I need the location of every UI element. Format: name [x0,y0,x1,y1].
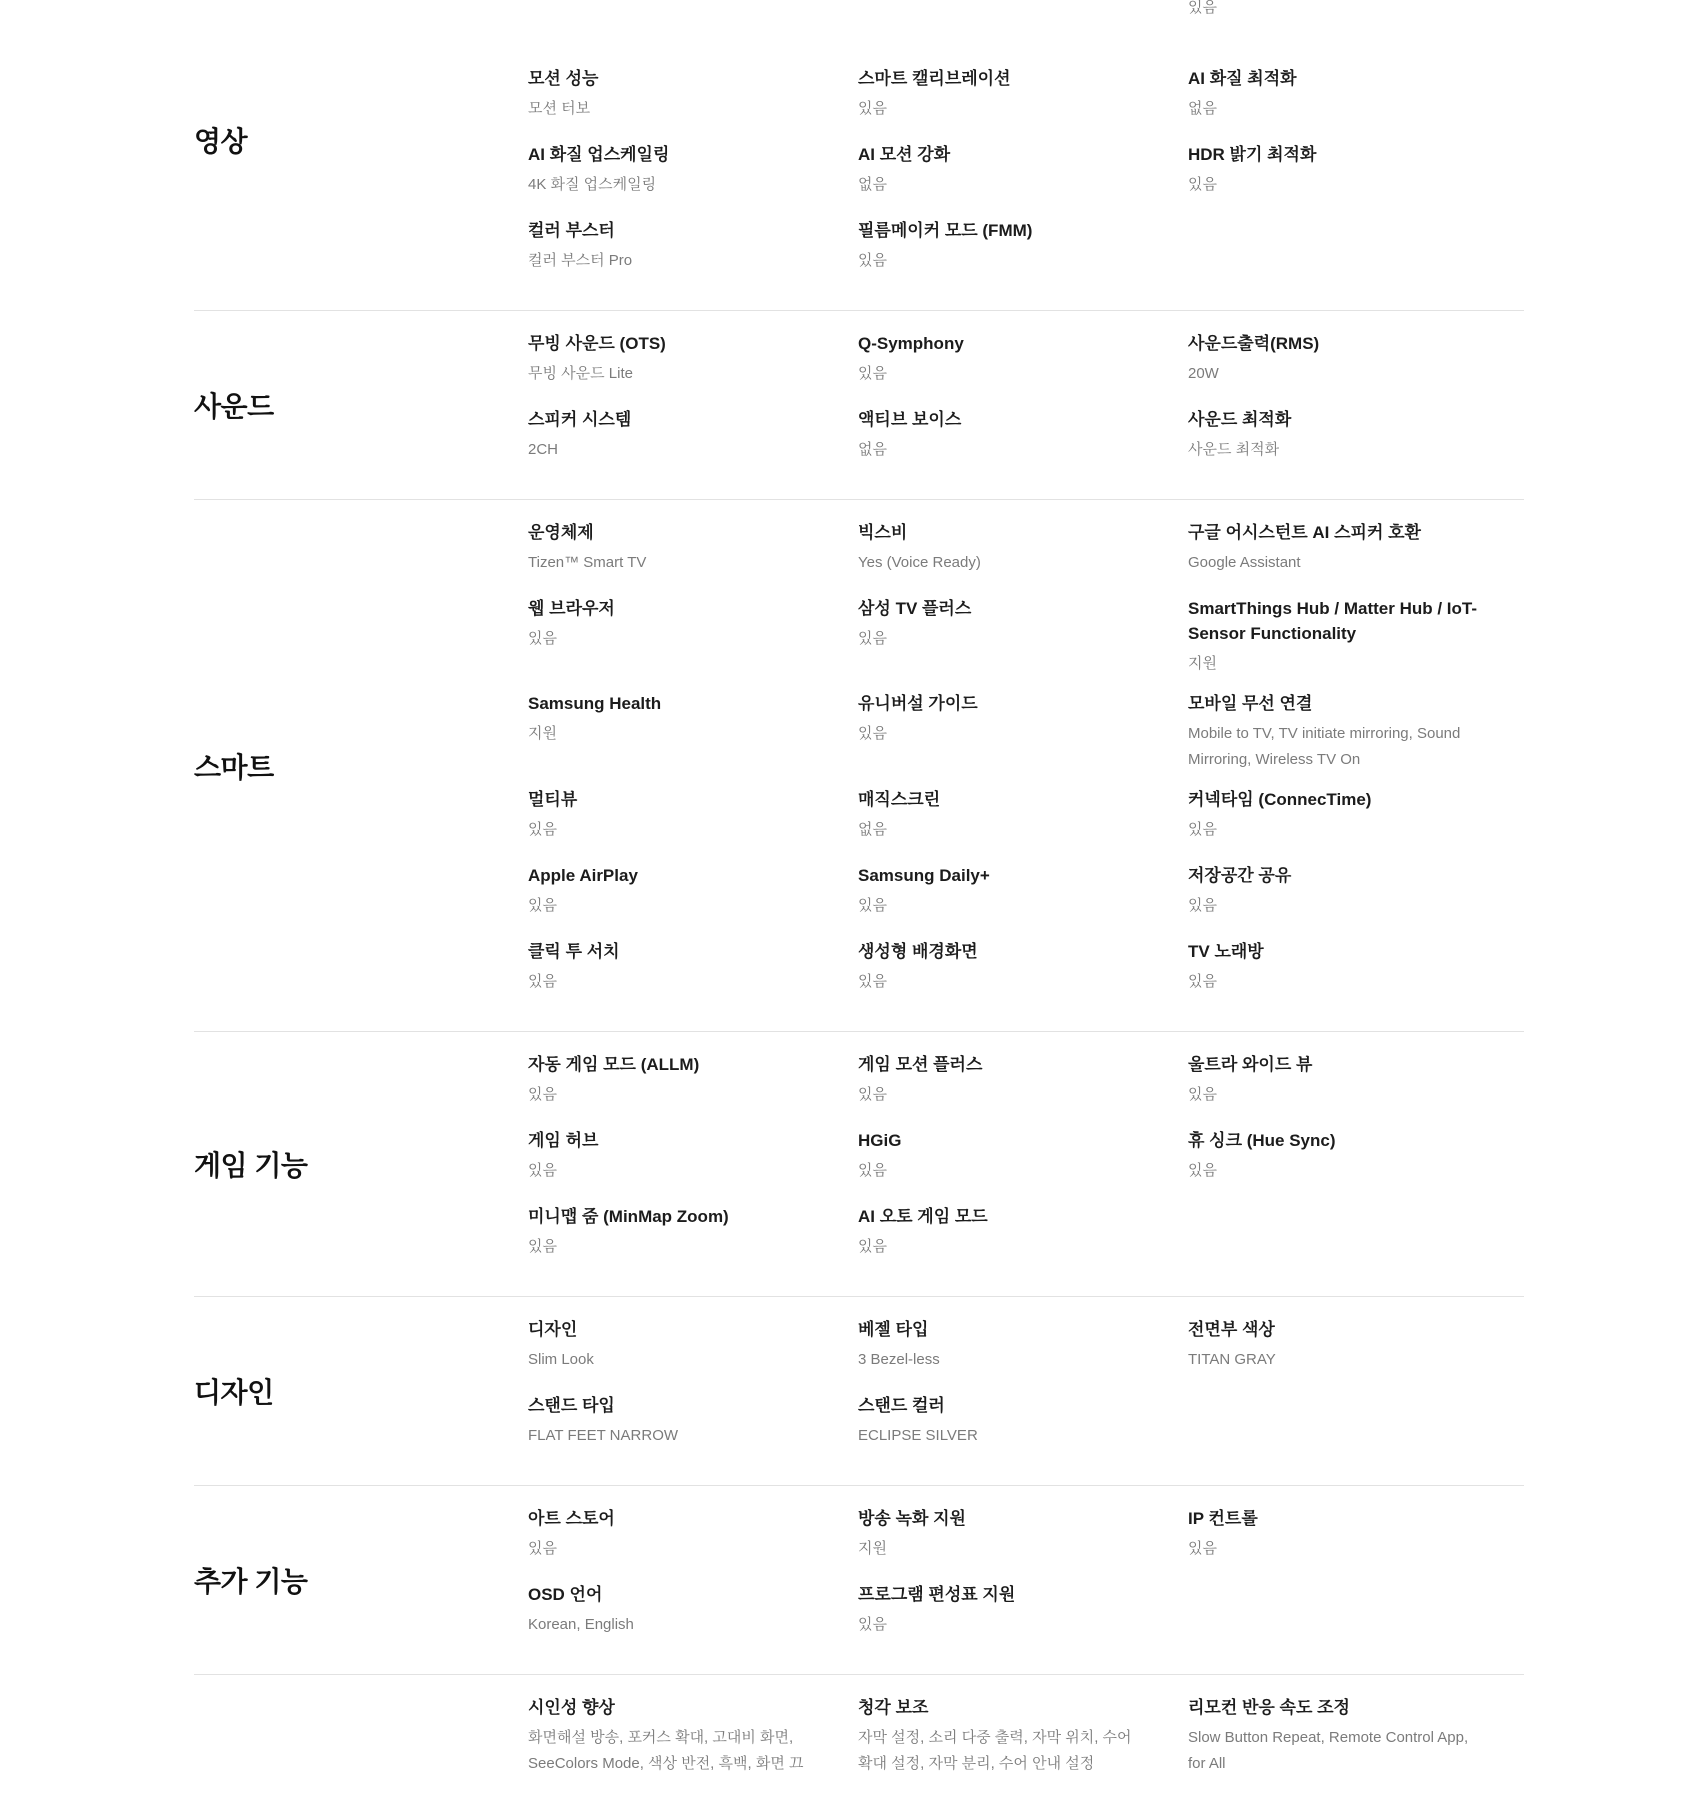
spec-value: 있음 [1188,0,1217,16]
spec-value: 있음 [528,1086,557,1103]
spec-label: 청각 보조 [858,1698,929,1717]
spec-value: 컬러 부스터 Pro [528,252,633,269]
spec-items-grid [528,1693,1524,1789]
spec-label: 유니버설 가이드 [858,694,978,713]
spec-item [858,1693,1188,1789]
spec-section [194,1675,1524,1807]
spec-value: 있음 [528,821,557,838]
spec-value: 있음 [858,630,887,647]
spec-value: 있음 [528,1238,557,1255]
spec-value: 사운드 최적화 [1188,441,1280,458]
spec-label: 스탠드 타입 [528,1396,615,1415]
spec-label: Samsung Health [528,694,662,713]
spec-value: Korean, English [528,1616,634,1633]
spec-item [528,1504,858,1580]
spec-item [1188,1126,1518,1202]
spec-value: 없음 [858,441,887,458]
spec-label: Apple AirPlay [528,866,638,885]
section-title: 디자인 [194,1377,274,1408]
spec-value: Slim Look [528,1351,594,1368]
spec-item [528,1050,858,1126]
spec-value: FLAT FEET NARROW [528,1427,679,1444]
spec-value: 있음 [1188,821,1217,838]
spec-value: 있음 [1188,897,1217,914]
spec-value: Mobile to TV, TV initiate mirroring, Sound Mirroring, Wireless TV On [1188,725,1461,768]
spec-value: 있음 [858,100,887,117]
spec-item [528,1693,858,1789]
spec-item [528,64,858,140]
spec-item [1188,861,1518,937]
spec-label: 멀티뷰 [528,790,578,809]
spec-item [858,1391,1188,1467]
spec-label: OSD 언어 [528,1585,603,1604]
spec-item [858,785,1188,861]
spec-section [194,500,1524,1032]
spec-value [858,0,1148,7]
spec-item [858,1504,1188,1580]
spec-value: 있음 [528,1162,557,1179]
spec-item [528,0,858,64]
spec-value: 있음 [858,1162,887,1179]
spec-item [1188,1504,1518,1580]
spec-item [858,64,1188,140]
spec-item [1188,1693,1518,1789]
spec-value: 무빙 사운드 Lite [528,365,633,382]
spec-label: AI 화질 최적화 [1188,69,1297,88]
section-title: 추가 기능 [194,1566,308,1597]
spec-label: 게임 모션 플러스 [858,1055,983,1074]
section-title: 스마트 [194,751,274,783]
spec-item [528,1126,858,1202]
spec-item [1188,518,1518,594]
spec-label: 웹 브라우저 [528,599,615,618]
spec-value: 2CH [528,441,559,458]
spec-label: HGiG [858,1131,902,1150]
spec-value: Slow Button Repeat, Remote Control App, for All [1188,1729,1469,1772]
spec-label: 매직스크린 [858,790,941,809]
spec-items-grid [528,1504,1524,1656]
spec-item [858,216,1188,292]
spec-item [858,329,1188,405]
spec-item [858,1315,1188,1391]
spec-label: 베젤 타입 [858,1320,929,1339]
spec-value: Yes (Voice Ready) [858,554,981,571]
spec-label: 저장공간 공유 [1188,866,1292,885]
spec-label: 커넥타임 (ConnecTime) [1188,790,1372,809]
section-title: 사운드 [194,391,274,422]
spec-item [1188,140,1518,216]
spec-value: 있음 [858,1616,887,1633]
spec-value: 있음 [528,630,557,647]
spec-item [1188,0,1518,64]
spec-label: 생성형 배경화면 [858,942,978,961]
spec-value: 없음 [858,821,887,838]
spec-item [528,329,858,405]
spec-value: 있음 [1188,1086,1217,1103]
spec-label: AI 화질 업스케일링 [528,145,670,164]
spec-value: 3 Bezel-less [858,1351,940,1368]
spec-label: 사운드출력(RMS) [1188,334,1320,353]
spec-item [1188,405,1518,481]
spec-label: 방송 녹화 지원 [858,1509,966,1528]
spec-value: 있음 [1188,973,1217,990]
section-title: 게임 기능 [194,1150,308,1181]
spec-label: 시인성 향상 [528,1698,615,1717]
spec-value: 있음 [858,365,887,382]
spec-value: 지원 [858,1540,887,1557]
spec-label: 울트라 와이드 뷰 [1188,1055,1313,1074]
spec-label: 삼성 TV 플러스 [858,599,972,618]
spec-item [1188,689,1518,785]
spec-label: AI 오토 게임 모드 [858,1207,988,1226]
spec-label: 스탠드 컬러 [858,1396,945,1415]
spec-label: Q-Symphony [858,334,964,353]
spec-item [528,216,858,292]
spec-label: 사운드 최적화 [1188,410,1292,429]
spec-item [528,937,858,1013]
spec-value: 있음 [858,897,887,914]
spec-item [858,405,1188,481]
spec-value: 없음 [858,176,887,193]
spec-value: 있음 [858,1086,887,1103]
spec-label: 리모컨 반응 속도 조정 [1188,1698,1350,1717]
spec-value: 자막 설정, 소리 다중 출력, 자막 위치, 수어 확대 설정, 자막 분리, 수어 안내 설정 [858,1729,1132,1772]
spec-label: 스피커 시스템 [528,410,632,429]
spec-table [194,0,1524,1807]
spec-label: 모션 성능 [528,69,599,88]
spec-value: 있음 [858,252,887,269]
spec-item [528,594,858,689]
spec-label: SmartThings Hub / Matter Hub / IoT-Sensor Functionality [1188,599,1477,643]
spec-value: 있음 [858,1238,887,1255]
section-title [194,1693,528,1789]
spec-item [528,1580,858,1656]
spec-label: 모바일 무선 연결 [1188,694,1313,713]
spec-value: 있음 [858,725,887,742]
spec-item [528,1202,858,1278]
spec-item [858,1050,1188,1126]
spec-section [194,1297,1524,1486]
spec-label: 스마트 캘리브레이션 [858,69,1011,88]
spec-label: 클릭 투 서치 [528,942,620,961]
spec-label: 필름메이커 모드 (FMM) [858,221,1033,240]
section-title: 영상 [194,126,248,157]
spec-value: Google Assistant [1188,554,1301,571]
spec-value: 지원 [528,725,557,742]
spec-label: AI 모션 강화 [858,145,951,164]
spec-label: 구글 어시스턴트 AI 스피커 호환 [1188,523,1421,542]
spec-items-grid [528,329,1524,481]
spec-items-grid [528,1050,1524,1278]
spec-item [858,518,1188,594]
spec-item [528,861,858,937]
spec-items-grid [528,0,1524,292]
spec-item [858,861,1188,937]
spec-item [1188,1315,1518,1391]
spec-value: TITAN GRAY [1188,1351,1276,1368]
spec-item [528,1315,858,1391]
spec-value: 모션 터보 [528,100,591,117]
spec-value: 없음 [1188,100,1217,117]
spec-items-grid [528,1315,1524,1467]
spec-item [858,0,1188,64]
spec-label: 프로그램 편성표 지원 [858,1585,1016,1604]
spec-label: 무빙 사운드 (OTS) [528,334,666,353]
spec-item [528,140,858,216]
spec-value: 있음 [1188,1540,1217,1557]
spec-label: 빅스비 [858,523,908,542]
spec-value [528,0,818,7]
spec-item [858,937,1188,1013]
spec-label: Samsung Daily+ [858,866,990,885]
spec-label: 휴 싱크 (Hue Sync) [1188,1131,1336,1150]
spec-section [194,311,1524,500]
spec-label: 게임 허브 [528,1131,599,1150]
spec-value: 20W [1188,365,1219,382]
spec-section [194,1486,1524,1675]
spec-item [528,785,858,861]
spec-label: 액티브 보이스 [858,410,962,429]
spec-value: 화면해설 방송, 포커스 확대, 고대비 화면, SeeColors Mode, 색상 반전, 흑백, 화면 끄 [528,1729,804,1772]
spec-label: 전면부 색상 [1188,1320,1275,1339]
spec-item [528,518,858,594]
spec-value: 지원 [1188,655,1217,672]
spec-item [1188,329,1518,405]
spec-item [858,689,1188,785]
spec-items-grid [528,518,1524,1013]
spec-item [528,405,858,481]
spec-item [1188,64,1518,140]
spec-label: 아트 스토어 [528,1509,615,1528]
spec-item [528,689,858,785]
spec-value: 있음 [858,973,887,990]
spec-label: 미니맵 줌 (MinMap Zoom) [528,1207,729,1226]
spec-item [858,1580,1188,1656]
spec-item [858,140,1188,216]
spec-label: 운영체제 [528,523,594,542]
spec-section [194,1032,1524,1297]
spec-item [1188,1050,1518,1126]
spec-section [194,0,1524,311]
spec-item [1188,594,1518,689]
spec-value: Tizen™ Smart TV [528,554,647,571]
spec-item [1188,785,1518,861]
spec-item [858,1126,1188,1202]
spec-label: 디자인 [528,1320,578,1339]
spec-value: 4K 화질 업스케일링 [528,176,657,193]
spec-label: 자동 게임 모드 (ALLM) [528,1055,700,1074]
spec-item [858,594,1188,689]
spec-value: 있음 [1188,176,1217,193]
spec-item [858,1202,1188,1278]
spec-value: 있음 [1188,1162,1217,1179]
spec-label: IP 컨트롤 [1188,1509,1258,1528]
spec-label: HDR 밝기 최적화 [1188,145,1317,164]
spec-item [1188,937,1518,1013]
spec-value: ECLIPSE SILVER [858,1427,978,1444]
spec-label: 컬러 부스터 [528,221,615,240]
spec-value: 있음 [528,897,557,914]
spec-item [528,1391,858,1467]
spec-value: 있음 [528,973,557,990]
spec-label: TV 노래방 [1188,942,1264,961]
spec-value: 있음 [528,1540,557,1557]
